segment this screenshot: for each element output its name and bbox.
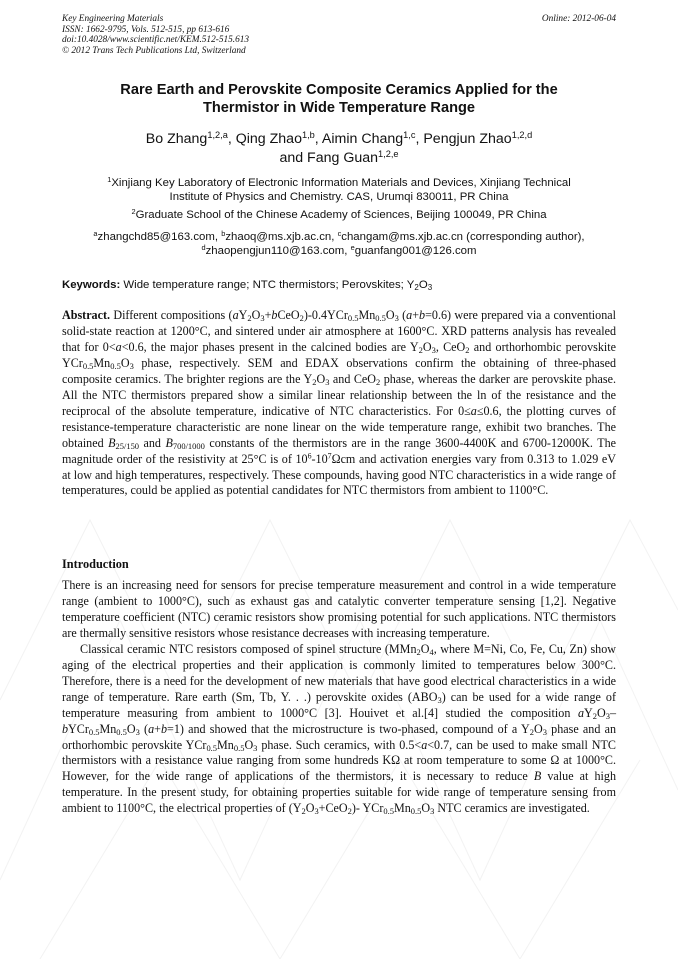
journal-header	[62, 14, 616, 56]
copyright-line: © 2012 Trans Tech Publications Ltd, Switzerland	[62, 45, 246, 56]
paper-title	[62, 81, 616, 118]
intro-paragraph: There is an increasing need for sensors for precise temperature measurement and control in a wide temperature range (ambient to 1000°C), such as exhaust gas and catalytic converter temperature sensing [1,2]. Negative temperature coefficient (NTC) ceramic resistors show promising potential for such applications. NTC thermistors are thermally sensitive resistors whose resistance decreases with increasing temperature.	[62, 578, 616, 640]
keywords-label: Keywords:	[62, 279, 121, 291]
author-name: Aimin Chang	[321, 131, 404, 147]
keywords-text: Wide temperature range; NTC thermistors; Perovskites; Y	[123, 279, 415, 291]
email-link[interactable]: changam@ms.xjb.ac.cn (corresponding author),	[341, 231, 585, 243]
email-link[interactable]: zhangchd85@163.com,	[97, 231, 219, 243]
author-name: Qing Zhao	[235, 131, 302, 147]
keywords: Keywords: Wide temperature range; NTC thermistors; Perovskites; $Y_2O_3$	[62, 279, 433, 292]
affiliation-2: $^2$Graduate School of the Chinese Academy of Sciences, Beijing 100049, PR China	[131, 206, 547, 221]
journal-name: Key Engineering Materials	[62, 14, 164, 24]
abstract: Abstract. Different compositions $(aY_2O_3+bCeO_2)-0.4YCr_{0.5}Mn_{0.5}O_3$ (a+b=0.6) were prepared via a conventional solid-state reaction at 1200°C, and sintered under air atmosphere at 1600°C. XRD patterns analysis has revealed that for 0<a<0.6, the major phases present in the calcined bodies are $Y_2O_3$, CeO$_2$ and orthorhombic perovskite $YCr_{0.5}Mn_{0.5}O_3$ phase, respectively. SEM and EDAX observations confirm the obtaining of three-phased composite ceramics. The brighter regions are the $Y_2O_3$ and CeO$_2$ phase, whereas the darker are perovskite phase. All the NTC thermistors prepared show a similar linear relationship between the ln of the resistance and the reciprocal of the absolute temperature, indicative of NTC characteristics. For 0≤a≤0.6, the plotting curves of resistance-temperature characteristic are none linear on the wide temperature range, exhibit two branches. The obtained $B_{25/150}$ and $B_{700/1000}$ constants of the thermistors are in the range 3600-4400K and 6700-12000K. The magnitude order of the resistivity at 25°C is of $10^6-10^7\Omega cm$ and activation energies vary from 0.313 to 1.029 eV at low and high temperatures, respectively. These compounds, having good NTC characteristics in a wide range of temperatures, could be applied as potential candidates for NTC thermistors from ambient to 1100°C.	[62, 308, 617, 498]
online-date: Online: 2012-06-04	[541, 14, 616, 24]
issn-line: ISSN: 1662-9795, Vols. 512-515, pp 613-616	[62, 24, 230, 35]
author-marks: 1,c	[403, 129, 416, 140]
affiliation-1: $^1$Xinjiang Key Laboratory of Electronic Information Materials and Devices, Xinjiang Technical Institute of Physics and Chemistry. CAS, Urumqi 830011, PR China	[107, 174, 571, 204]
email-link[interactable]: zhaoq@ms.xjb.ac.cn,	[225, 231, 335, 243]
intro-paragraph: Classical ceramic NTC resistors composed of spinel structure ($MMn_2O_4$, where M=Ni, Co, Fe, Cu, Zn) show aging of the electrical properties and their application is commonly limited to temperatures below 300°C. Therefore, there is a need for the development of new materials that have good electrical characteristics in a wide range of temperature. Rare earth (Sm, Tb, Y. . .) perovskite oxides $(ABO_3)$ can be used for a wide range of temperature measuring from ambient to 1000°C [3]. Houivet et al.[4] studied the composition $aY_2O_3-bYCr_{0.5}Mn_{0.5}O_3$ (a+b=1) and showed that the microstructure is two-phased, compound of a $Y_2O_3$ phase and an orthorhombic perovskite $YCr_{0.5}Mn_{0.5}O_3$ phase. Such ceramics, with 0.5<a<0.7, can be used to make small NTC thermistors with a resistance value ranging from some hundreds KΩ at room temperature to some Ω at 1000°C. However, for the wide range of applications of the thermistors, it is necessary to reduce B value at high temperature. In the present study, for obtaining properties suitable for wide range of temperature sensing from ambient to 1100°C, the electrical properties of $(Y_2O_3+CeO_2)-$ $YCr_{0.5}Mn_{0.5}O_3$ NTC ceramics are investigated.	[62, 641, 616, 817]
author-emails: $^a$zhangchd85@163.com, $^b$zhaoq@ms.xjb.ac.cn, $^c$changam@ms.xjb.ac.cn (corresponding author), $^d$zhaopengjun110@163.com, $^e$guanfang001@126.com	[93, 228, 585, 258]
introduction-body	[62, 578, 616, 817]
email-link[interactable]: guanfang001@126.com	[354, 245, 477, 258]
author-name: and Fang Guan	[279, 150, 379, 166]
title-line-2: Thermistor in Wide Temperature Range	[202, 100, 476, 117]
author-marks: 1,2,e	[378, 148, 399, 159]
author-marks: 1,2,a	[207, 129, 228, 140]
introduction-heading: Introduction	[62, 557, 129, 571]
abstract-label: Abstract.	[62, 308, 111, 322]
author-name: Pengjun Zhao	[423, 131, 512, 147]
doi-line: doi:10.4028/www.scientific.net/KEM.512-515.613	[62, 35, 250, 46]
author-marks: 1,2,d	[511, 129, 533, 140]
title-line-1: Rare Earth and Perovskite Composite Ceramics Applied for the	[120, 82, 558, 98]
author-list: Bo Zhang$^{1,2,a}$, Qing Zhao$^{1,b}$, Aimin Chang$^{1,c}$, Pengjun Zhao$^{1,2,d}$ and Fang Guan$^{1,2,e}$	[145, 129, 533, 166]
author-name: Bo Zhang	[145, 131, 208, 147]
email-link[interactable]: zhaopengjun110@163.com,	[205, 245, 348, 258]
author-marks: 1,b	[301, 129, 315, 140]
